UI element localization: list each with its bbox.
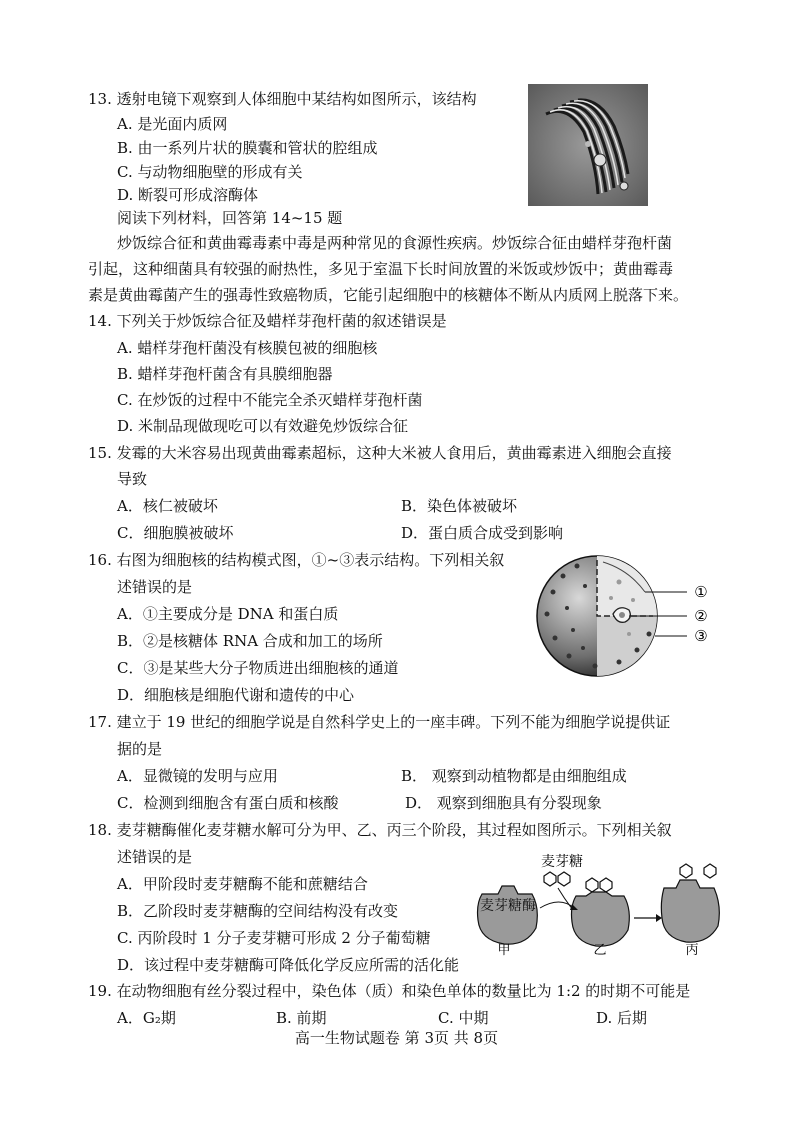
- stage-bing: 丙: [685, 943, 699, 958]
- q16-option-b: B．②是核糖体 RNA 合成和加工的场所: [117, 632, 383, 650]
- q17-stem: 17. 建立于 19 世纪的细胞学说是自然科学史上的一座丰碑。下列不能为细胞学说提供证: [88, 713, 671, 731]
- q19-option-c: C. 中期: [438, 1009, 489, 1027]
- q15-stem-cont: 导致: [117, 470, 148, 488]
- q14-option-d: D. 米制品现做现吃可以有效避免炒饭综合征: [117, 417, 409, 435]
- page-footer: 高一生物试题卷 第 3页 共 8页: [294, 1029, 499, 1047]
- q14-option-c: C. 在炒饭的过程中不能完全杀灭蜡样芽孢杆菌: [117, 391, 423, 409]
- q13-stem: 13. 透射电镜下观察到人体细胞中某结构如图所示，该结构: [88, 90, 477, 108]
- q13-option-d: D. 断裂可形成溶酶体: [117, 186, 259, 204]
- q18-option-b: B．乙阶段时麦芽糖酶的空间结构没有改变: [117, 902, 399, 920]
- reading-line-1: 炒饭综合征和黄曲霉毒素中毒是两种常见的食源性疾病。炒饭综合征由蜡样芽孢杆菌: [117, 234, 673, 252]
- stage-jia: 甲: [497, 943, 511, 958]
- q19-option-a: A．G₂期: [117, 1009, 176, 1027]
- enzyme-label: 麦芽糖酶: [480, 898, 536, 914]
- stage-yi: 乙: [593, 943, 607, 958]
- q17-option-b: B． 观察到动植物都是由细胞组成: [401, 767, 627, 785]
- q16-stem-cont: 述错误的是: [117, 578, 193, 596]
- q15-option-c: C．细胞膜被破坏: [117, 524, 234, 542]
- q13-option-c: C. 与动物细胞壁的形成有关: [117, 163, 303, 181]
- reading-intro: 阅读下列材料，回答第 14~15 题: [117, 209, 343, 227]
- nucleus-label-1: ①: [694, 583, 708, 601]
- reading-line-2: 引起，这种细菌具有较强的耐热性，多见于室温下长时间放置的米饭或炒饭中；黄曲霉毒: [88, 260, 674, 278]
- q13-option-a: A. 是光面内质网: [117, 115, 228, 133]
- q17-option-c: C．检测到细胞含有蛋白质和核酸: [117, 794, 339, 812]
- q16-stem: 16. 右图为细胞核的结构模式图，①~③表示结构。下列相关叙: [88, 551, 505, 569]
- q14-stem: 14. 下列关于炒饭综合征及蜡样芽孢杆菌的叙述错误是: [88, 312, 447, 330]
- q16-option-c: C．③是某些大分子物质进出细胞核的通道: [117, 659, 399, 677]
- q16-option-a: A．①主要成分是 DNA 和蛋白质: [117, 605, 339, 623]
- q18-option-c: C. 丙阶段时 1 分子麦芽糖可形成 2 分子葡萄糖: [117, 929, 431, 947]
- golgi-micrograph: [528, 84, 648, 206]
- q19-stem: 19. 在动物细胞有丝分裂过程中，染色体（质）和染色单体的数量比为 1:2 的时期不可能是: [88, 982, 691, 1000]
- nucleus-diagram: [533, 552, 713, 680]
- q18-option-a: A．甲阶段时麦芽糖酶不能和蔗糖结合: [117, 875, 368, 893]
- q15-option-b: B．染色体被破坏: [401, 497, 518, 515]
- q15-option-a: A．核仁被破坏: [117, 497, 218, 515]
- reading-line-3: 素是黄曲霉菌产生的强毒性致癌物质，它能引起细胞中的核糖体不断从内质网上脱落下来。: [88, 286, 689, 304]
- nucleus-label-3: ③: [694, 627, 708, 645]
- q18-stem: 18. 麦芽糖酶催化麦芽糖水解可分为甲、乙、丙三个阶段，其过程如图所示。下列相关叙: [88, 821, 672, 839]
- q17-option-a: A．显微镜的发明与应用: [117, 767, 278, 785]
- q19-option-d: D. 后期: [596, 1009, 648, 1027]
- maltose-label: 麦芽糖: [541, 854, 583, 870]
- q14-option-b: B. 蜡样芽孢杆菌含有具膜细胞器: [117, 365, 333, 383]
- q19-option-b: B. 前期: [276, 1009, 327, 1027]
- q15-stem: 15. 发霉的大米容易出现黄曲霉素超标，这种大米被人食用后，黄曲霉素进入细胞会直接: [88, 444, 672, 462]
- q14-option-a: A. 蜡样芽孢杆菌没有核膜包被的细胞核: [117, 339, 378, 357]
- maltase-diagram: [474, 848, 764, 958]
- q13-option-b: B. 由一系列片状的膜囊和管状的腔组成: [117, 139, 378, 157]
- q17-stem-cont: 据的是: [117, 740, 163, 758]
- nucleus-label-2: ②: [694, 607, 708, 625]
- q17-option-d: D． 观察到细胞具有分裂现象: [405, 794, 602, 812]
- q15-option-d: D．蛋白质合成受到影响: [401, 524, 564, 542]
- q16-option-d: D．细胞核是细胞代谢和遗传的中心: [117, 686, 355, 704]
- q18-option-d: D．该过程中麦芽糖酶可降低化学反应所需的活化能: [117, 956, 460, 974]
- q18-stem-cont: 述错误的是: [117, 848, 193, 866]
